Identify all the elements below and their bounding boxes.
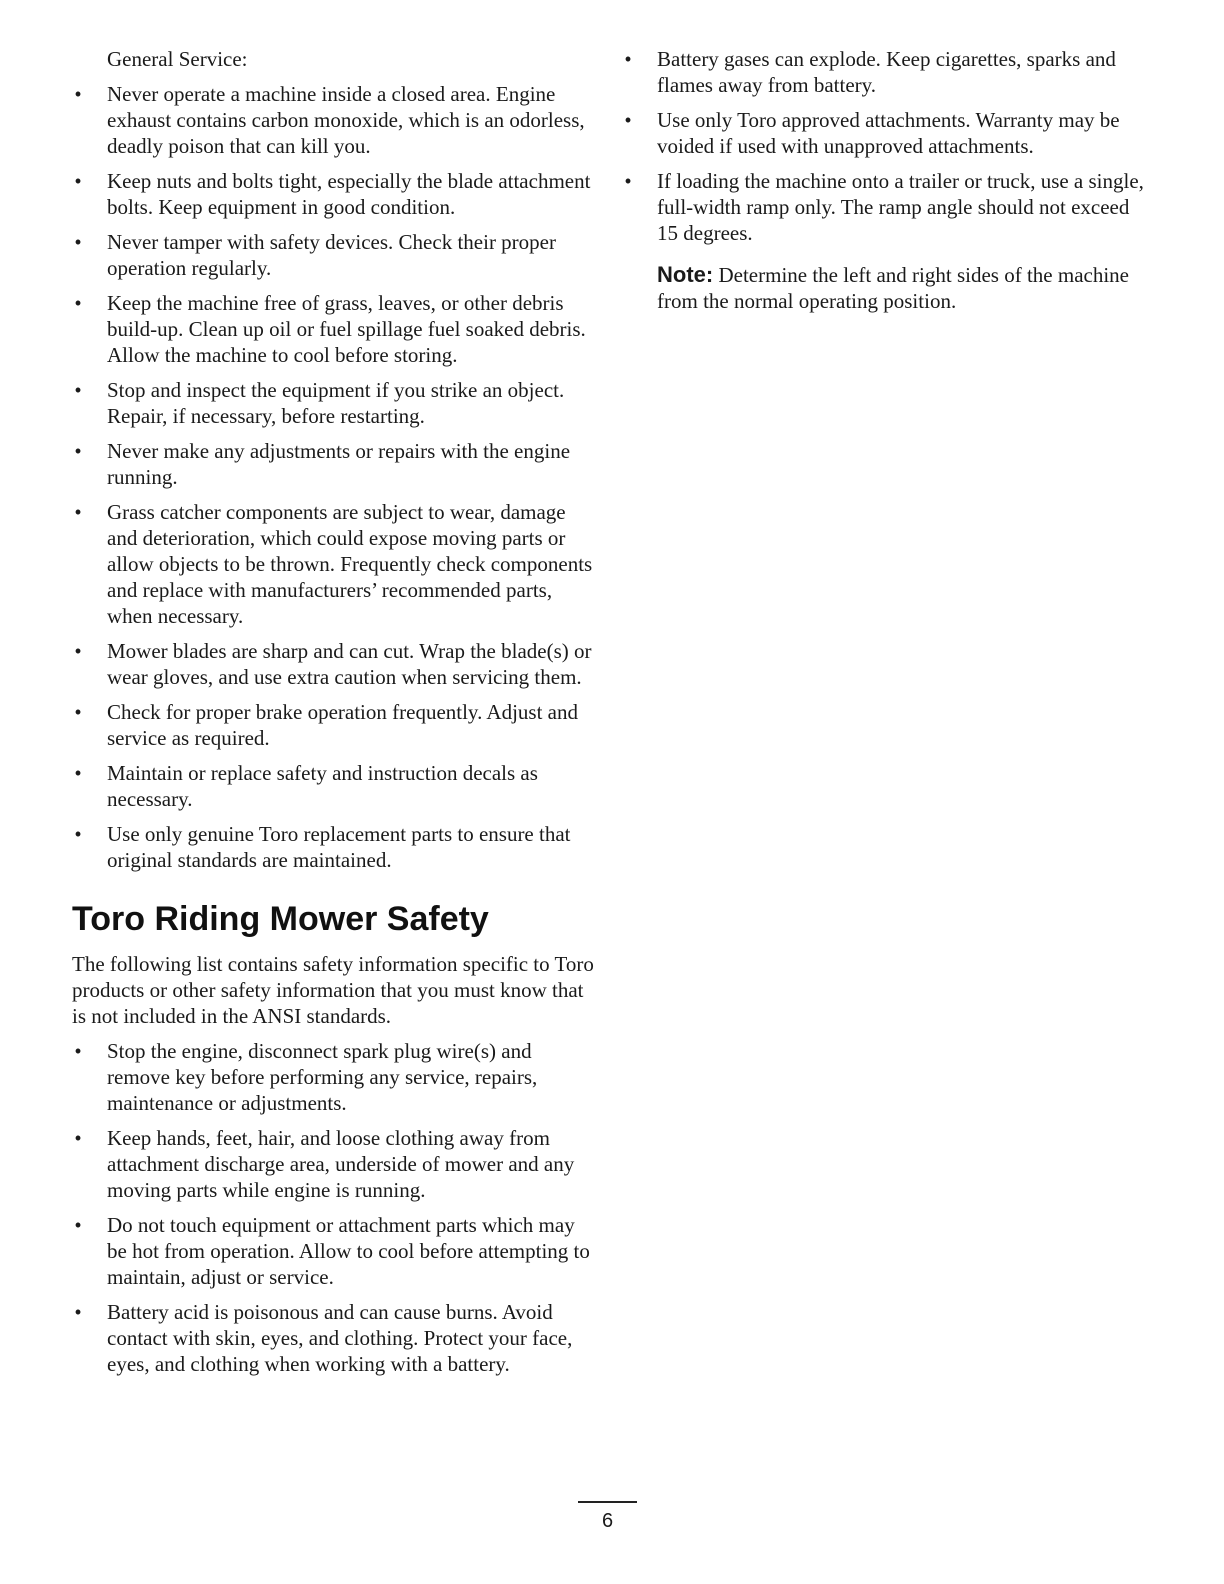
section-title: Toro Riding Mower Safety [72,900,489,938]
list-item-text: If loading the machine onto a trailer or truck, use a single, full-width ramp only. The ramp angle should not exceed 15 degrees. [657,169,1144,245]
general-service-list [72,81,594,873]
list-item-text: Use only Toro approved attachments. Warranty may be voided if used with unapproved attachments. [657,108,1120,158]
bullet-icon: • [624,171,632,191]
list-item-text: Stop and inspect the equipment if you strike an object. Repair, if necessary, before restarting. [107,378,565,428]
bullet-icon: • [74,1215,82,1235]
bullet-icon: • [74,763,82,783]
list-item [72,1299,594,1377]
list-item [622,46,1152,98]
footer-rule [578,1501,637,1503]
list-item [622,107,1152,159]
list-item [72,81,594,159]
list-item [72,760,594,812]
list-item [72,290,594,368]
left-column [72,46,594,1386]
list-item-text: Grass catcher components are subject to wear, damage and deterioration, which could expose moving parts or allow objects to be thrown. Frequently check components and replace with manufacturers’ recommended parts, when necessary. [107,500,593,628]
bullet-icon: • [74,824,82,844]
note-paragraph [657,262,1152,314]
list-item [72,377,594,429]
list-item-text: Keep hands, feet, hair, and loose clothing away from attachment discharge area, underside of mower and any moving parts while engine is running. [107,1126,575,1202]
list-item-text: Check for proper brake operation frequently. Adjust and service as required. [107,700,578,750]
bullet-icon: • [74,441,82,461]
section-intro: The following list contains safety information specific to Toro products or other safety information that you must know that is not included in the ANSI standards. [72,952,594,1028]
general-service-label: General Service: [107,47,248,71]
bullet-icon: • [624,110,632,130]
list-item-text: Mower blades are sharp and can cut. Wrap the blade(s) or wear gloves, and use extra caution when servicing them. [107,639,592,689]
list-item [622,168,1152,246]
list-item-text: Keep nuts and bolts tight, especially the blade attachment bolts. Keep equipment in good condition. [107,169,591,219]
bullet-icon: • [74,293,82,313]
note-label: Note: [657,262,714,287]
list-item [72,821,594,873]
list-item [72,1212,594,1290]
list-item-text: Do not touch equipment or attachment parts which may be hot from operation. Allow to cool before attempting to maintain, adjust or service. [107,1213,590,1289]
list-item [72,499,594,629]
bullet-icon: • [74,84,82,104]
list-item-text: Maintain or replace safety and instruction decals as necessary. [107,761,538,811]
bullet-icon: • [74,1128,82,1148]
list-item [72,638,594,690]
riding-mower-safety-list [72,1038,594,1377]
bullet-icon: • [74,502,82,522]
list-item-text: Keep the machine free of grass, leaves, or other debris build-up. Clean up oil or fuel spillage fuel soaked debris. Allow the machine to cool before storing. [107,291,586,367]
bullet-icon: • [74,380,82,400]
list-item [72,168,594,220]
list-item-text: Never make any adjustments or repairs with the engine running. [107,439,571,489]
list-item [72,438,594,490]
list-item-text: Never operate a machine inside a closed area. Engine exhaust contains carbon monoxide, which is an odorless, deadly poison that can kill you. [107,82,585,158]
bullet-icon: • [74,641,82,661]
list-item [72,1038,594,1116]
list-item-text: Use only genuine Toro replacement parts to ensure that original standards are maintained. [107,822,571,872]
list-item-text: Never tamper with safety devices. Check their proper operation regularly. [107,230,556,280]
list-item [72,699,594,751]
bullet-icon: • [74,232,82,252]
bullet-icon: • [74,702,82,722]
list-item-text: Battery acid is poisonous and can cause burns. Avoid contact with skin, eyes, and clothing. Protect your face, eyes, and clothing when working with a battery. [107,1300,573,1376]
right-safety-list [622,46,1152,246]
list-item-text: Stop the engine, disconnect spark plug wire(s) and remove key before performing any service, repairs, maintenance or adjustments. [107,1039,538,1115]
bullet-icon: • [74,171,82,191]
list-item [72,229,594,281]
right-column [622,46,1152,314]
bullet-icon: • [624,49,632,69]
bullet-icon: • [74,1302,82,1322]
page-number: 6 [601,1510,614,1532]
list-item-text: Battery gases can explode. Keep cigarettes, sparks and flames away from battery. [657,47,1116,97]
note-text: Determine the left and right sides of the machine from the normal operating position. [657,263,1129,313]
list-item [72,1125,594,1203]
bullet-icon: • [74,1041,82,1061]
